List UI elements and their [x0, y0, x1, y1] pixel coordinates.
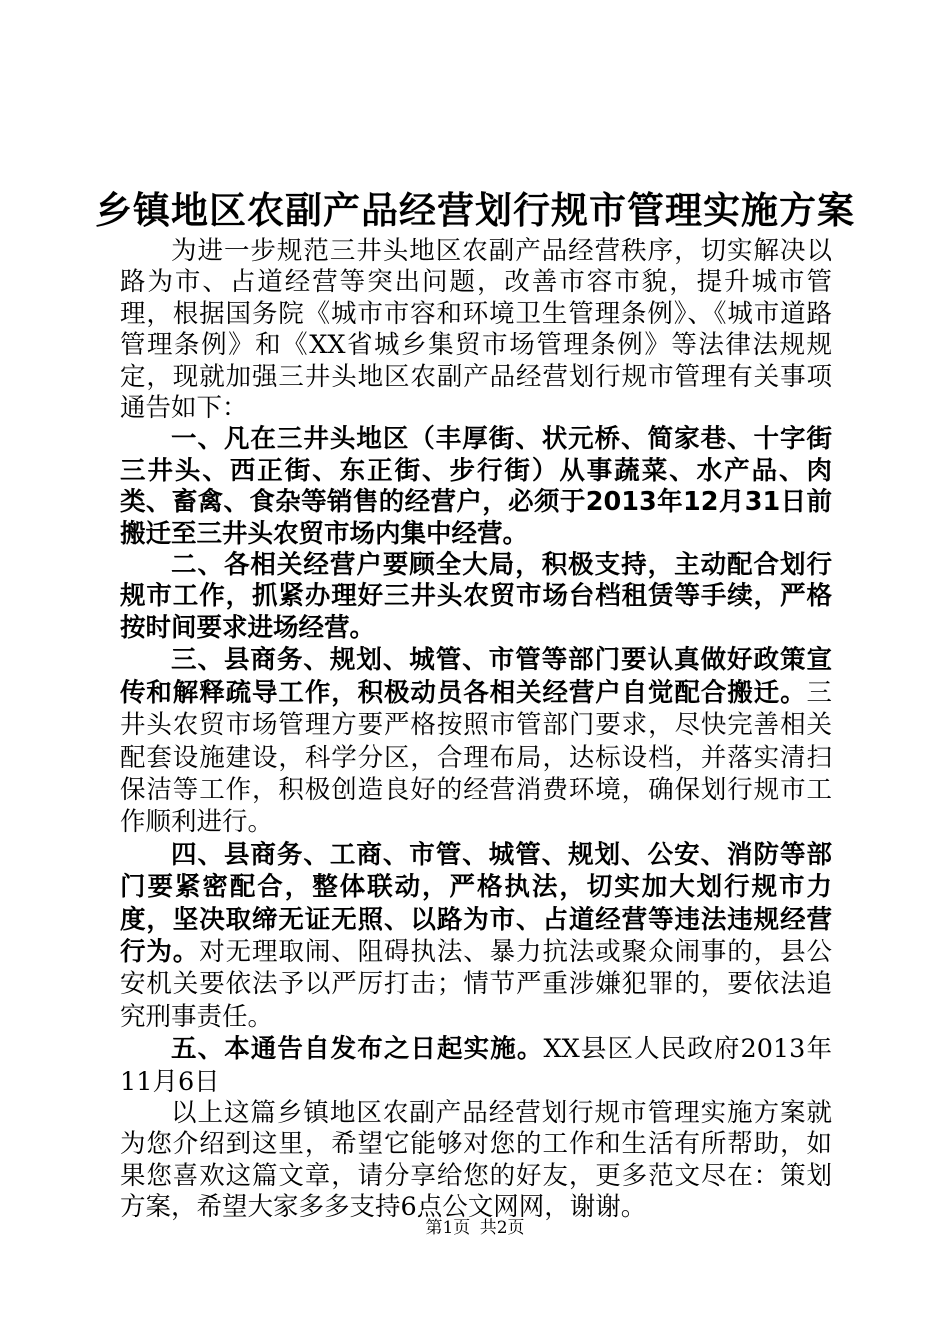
item-3-bold-text: 三、县商务、规划、城管、市管等部门要认真做好政策宣传和解释疏导工作，积极动员各相关经营户自觉配合搬迁。	[120, 645, 832, 708]
item-3-normal-text: 三井头农贸市场管理方要严格按照市管部门要求，尽快完善相关配套设施建设，科学分区，合理布局，达标设档，并落实清扫保洁等工作，积极创造良好的经营消费环境，确保划行规市工作顺利进行。	[120, 677, 832, 838]
item-3-paragraph	[120, 644, 832, 838]
document-title: 乡镇地区农副产品经营划行规市管理实施方案	[95, 188, 855, 232]
item-2-paragraph: 二、各相关经营户要顾全大局，积极支持，主动配合划行规市工作，抓紧办理好三井头农贸市场台档租赁等手续，严格按时间要求进场经营。	[120, 550, 832, 643]
closing-paragraph: 以上这篇乡镇地区农副产品经营划行规市管理实施方案就为您介绍到这里，希望它能够对您的工作和生活有所帮助，如果您喜欢这篇文章，请分享给您的好友，更多范文尽在：策划方案，希望大家多多支持6点公文网网，谢谢。	[120, 1097, 832, 1223]
document-body	[120, 236, 832, 1224]
item-5-normal-text: XX县区人民政府2013年11月6日	[120, 1034, 832, 1097]
item-4-paragraph	[120, 839, 832, 1033]
item-4-normal-text: 对无理取闹、阻碍执法、暴力抗法或聚众闹事的，县公安机关要依法予以严厉打击；情节严重涉嫌犯罪的，要依法追究刑事责任。	[120, 936, 832, 1032]
page-footer: 第1页 共2页	[425, 1218, 525, 1238]
item-1-paragraph: 一、凡在三井头地区（丰厚街、状元桥、简家巷、十字街三井头、西正街、东正街、步行街）从事蔬菜、水产品、肉类、畜禽、食杂等销售的经营户，必须于2013年12月31日前搬迁至三井头农贸市场内集中经营。	[120, 424, 832, 549]
item-4-bold-text: 四、县商务、工商、市管、城管、规划、公安、消防等部门要紧密配合，整体联动，严格执法，切实加大划行规市力度，坚决取缔无证无照、以路为市、占道经营等违法违规经营行为。	[120, 839, 832, 967]
item-5-bold-text: 五、本通告自发布之日起实施。	[171, 1034, 544, 1065]
intro-paragraph: 为进一步规范三井头地区农副产品经营秩序，切实解决以路为市、占道经营等突出问题，改善市容市貌，提升城市管理，根据国务院《城市市容和环境卫生管理条例》、《城市道路管理条例》和《XX省城乡集贸市场管理条例》等法律法规规定，现就加强三井头地区农副产品经营划行规市管理有关事项通告如下：	[120, 236, 832, 424]
item-5-paragraph	[120, 1033, 832, 1098]
